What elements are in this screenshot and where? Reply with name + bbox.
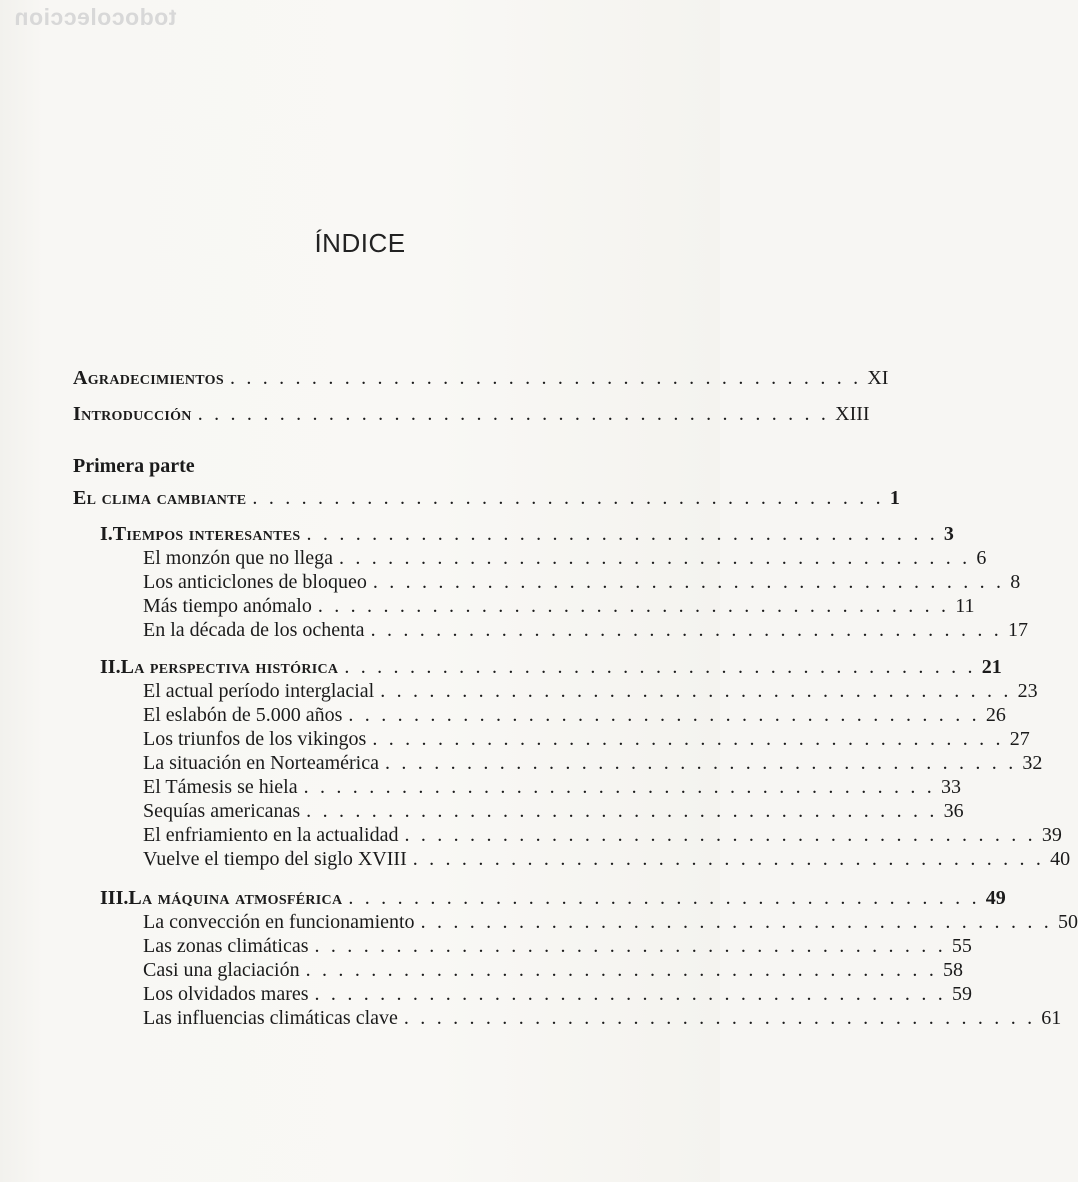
section-title: Vuelve el tiempo del siglo XVIII: [143, 848, 407, 870]
toc-section[interactable]: [143, 594, 975, 618]
dot-leader: . . . . . . . . . . . . . . . . . . . . . . . . . . . . . . . . . . . . . . .: [420, 911, 1052, 933]
toc-section[interactable]: [143, 847, 1071, 871]
toc-entry-part[interactable]: [73, 486, 900, 510]
dot-leader: . . . . . . . . . . . . . . . . . . . . . . . . . . . . . . . . . . . . . . .: [403, 1007, 1036, 1029]
section-title: Casi una glaciación: [143, 959, 300, 981]
dot-leader: . . . . . . . . . . . . . . . . . . . . . . . . . . . . . . . . . . . . . . .: [380, 680, 1012, 702]
toc-section[interactable]: [143, 546, 987, 570]
section-page: 32: [1022, 752, 1043, 774]
toc-entry-page: XIII: [835, 403, 870, 425]
section-page: 11: [955, 595, 975, 617]
section-page: 40: [1050, 848, 1071, 870]
dot-leader: . . . . . . . . . . . . . . . . . . . . . . . . . . . . . . . . . . . . . . .: [305, 959, 938, 981]
dot-leader: . . . . . . . . . . . . . . . . . . . . . . . . . . . . . . . . . . . . . . .: [348, 704, 980, 726]
dot-leader: . . . . . . . . . . . . . . . . . . . . . . . . . . . . . . . . . . . . . . .: [314, 935, 946, 957]
section-page: 36: [943, 800, 964, 822]
dot-leader: . . . . . . . . . . . . . . . . . . . . . . . . . . . . . . . . . . . . . . .: [372, 728, 1004, 750]
dot-leader: . . . . . . . . . . . . . . . . . . . . . . . . . . . . . . . . . . . . . . .: [306, 800, 938, 822]
chapter-title: La perspectiva histórica: [120, 656, 339, 678]
toc-chapter-3[interactable]: [100, 886, 1006, 910]
section-title: En la década de los ochenta: [143, 619, 365, 641]
chapter-page: 49: [985, 887, 1006, 909]
toc-entry-agradecimientos[interactable]: [73, 366, 889, 390]
toc-section[interactable]: [143, 775, 961, 799]
chapter-number: III.: [100, 887, 129, 909]
chapter-title: Tiempos interesantes: [112, 523, 301, 545]
part-heading: Primera parte: [73, 455, 195, 477]
dot-leader: . . . . . . . . . . . . . . . . . . . . . . . . . . . . . . . . . . . . . . .: [306, 523, 938, 545]
section-title: Sequías americanas: [143, 800, 301, 822]
toc-section[interactable]: [143, 1006, 1062, 1030]
section-title: El Támesis se hiela: [143, 776, 298, 798]
dot-leader: . . . . . . . . . . . . . . . . . . . . . . . . . . . . . . . . . . . . . . .: [314, 983, 946, 1005]
toc-section[interactable]: [143, 570, 1021, 594]
dot-leader: . . . . . . . . . . . . . . . . . . . . . . . . . . . . . . . . . . . . . . .: [412, 848, 1045, 870]
section-page: 50: [1057, 911, 1078, 933]
section-page: 27: [1009, 728, 1030, 750]
dot-leader: . . . . . . . . . . . . . . . . . . . . . . . . . . . . . . . . . . . . . . .: [229, 367, 862, 389]
toc-chapter-1[interactable]: [100, 522, 954, 546]
toc-entry-page: XI: [867, 367, 889, 389]
section-title: Los triunfos de los vikingos: [143, 728, 367, 750]
toc-entry-page: 1: [889, 487, 900, 509]
dot-leader: . . . . . . . . . . . . . . . . . . . . . . . . . . . . . . . . . . . . . . .: [370, 619, 1002, 641]
chapter-number: II.: [100, 656, 121, 678]
dot-leader: . . . . . . . . . . . . . . . . . . . . . . . . . . . . . . . . . . . . . . .: [404, 824, 1036, 846]
toc-entry-label: El clima cambiante: [73, 487, 247, 509]
chapter-title: La máquina atmosférica: [128, 887, 343, 909]
section-title: Más tiempo anómalo: [143, 595, 312, 617]
section-title: El actual período interglacial: [143, 680, 375, 702]
section-title: Las zonas climáticas: [143, 935, 309, 957]
dot-leader: . . . . . . . . . . . . . . . . . . . . . . . . . . . . . . . . . . . . . . .: [197, 403, 830, 425]
section-title: La situación en Norteamérica: [143, 752, 379, 774]
section-title: Los olvidados mares: [143, 983, 309, 1005]
toc-section[interactable]: [143, 982, 972, 1006]
toc-section[interactable]: [143, 618, 1028, 642]
toc-section[interactable]: [143, 679, 1038, 703]
dot-leader: . . . . . . . . . . . . . . . . . . . . . . . . . . . . . . . . . . . . . . .: [252, 487, 884, 509]
section-title: La convección en funcionamiento: [143, 911, 415, 933]
dot-leader: . . . . . . . . . . . . . . . . . . . . . . . . . . . . . . . . . . . . . . .: [344, 656, 976, 678]
section-page: 58: [943, 959, 964, 981]
dot-leader: . . . . . . . . . . . . . . . . . . . . . . . . . . . . . . . . . . . . . . .: [385, 752, 1017, 774]
section-page: 8: [1010, 571, 1021, 593]
section-title: El monzón que no llega: [143, 547, 333, 569]
toc-section[interactable]: [143, 823, 1062, 847]
chapter-number: I.: [100, 523, 113, 545]
chapter-page: 3: [943, 523, 954, 545]
toc-section[interactable]: [143, 751, 1043, 775]
toc-chapter-2[interactable]: [100, 655, 1002, 679]
section-title: El enfriamiento en la actualidad: [143, 824, 399, 846]
toc-section[interactable]: [143, 799, 964, 823]
toc-section[interactable]: [143, 727, 1030, 751]
dot-leader: . . . . . . . . . . . . . . . . . . . . . . . . . . . . . . . . . . . . . . .: [338, 547, 971, 569]
section-title: Las influencias climáticas clave: [143, 1007, 398, 1029]
section-page: 23: [1017, 680, 1038, 702]
section-page: 39: [1041, 824, 1062, 846]
watermark: todocoleccion: [14, 4, 177, 30]
toc-entry-label: Introducción: [73, 403, 192, 425]
dot-leader: . . . . . . . . . . . . . . . . . . . . . . . . . . . . . . . . . . . . . . .: [348, 887, 980, 909]
toc-section[interactable]: [143, 958, 964, 982]
section-page: 59: [951, 983, 972, 1005]
section-title: Los anticiclones de bloqueo: [143, 571, 367, 593]
dot-leader: . . . . . . . . . . . . . . . . . . . . . . . . . . . . . . . . . . . . . . .: [317, 595, 950, 617]
section-title: El eslabón de 5.000 años: [143, 704, 343, 726]
page-title: ÍNDICE: [314, 228, 406, 258]
toc-section[interactable]: [143, 910, 1078, 934]
section-page: 33: [941, 776, 961, 798]
section-page: 26: [985, 704, 1006, 726]
toc-section[interactable]: [143, 703, 1006, 727]
section-page: 55: [951, 935, 972, 957]
toc-section[interactable]: [143, 934, 972, 958]
chapter-page: 21: [981, 656, 1002, 678]
dot-leader: . . . . . . . . . . . . . . . . . . . . . . . . . . . . . . . . . . . . . . .: [303, 776, 935, 798]
section-page: 6: [976, 547, 987, 569]
dot-leader: . . . . . . . . . . . . . . . . . . . . . . . . . . . . . . . . . . . . . . .: [372, 571, 1005, 593]
section-page: 61: [1041, 1007, 1062, 1029]
section-page: 17: [1007, 619, 1028, 641]
toc-entry-introduccion[interactable]: [73, 402, 870, 426]
toc-entry-label: Agradecimientos: [73, 367, 224, 389]
